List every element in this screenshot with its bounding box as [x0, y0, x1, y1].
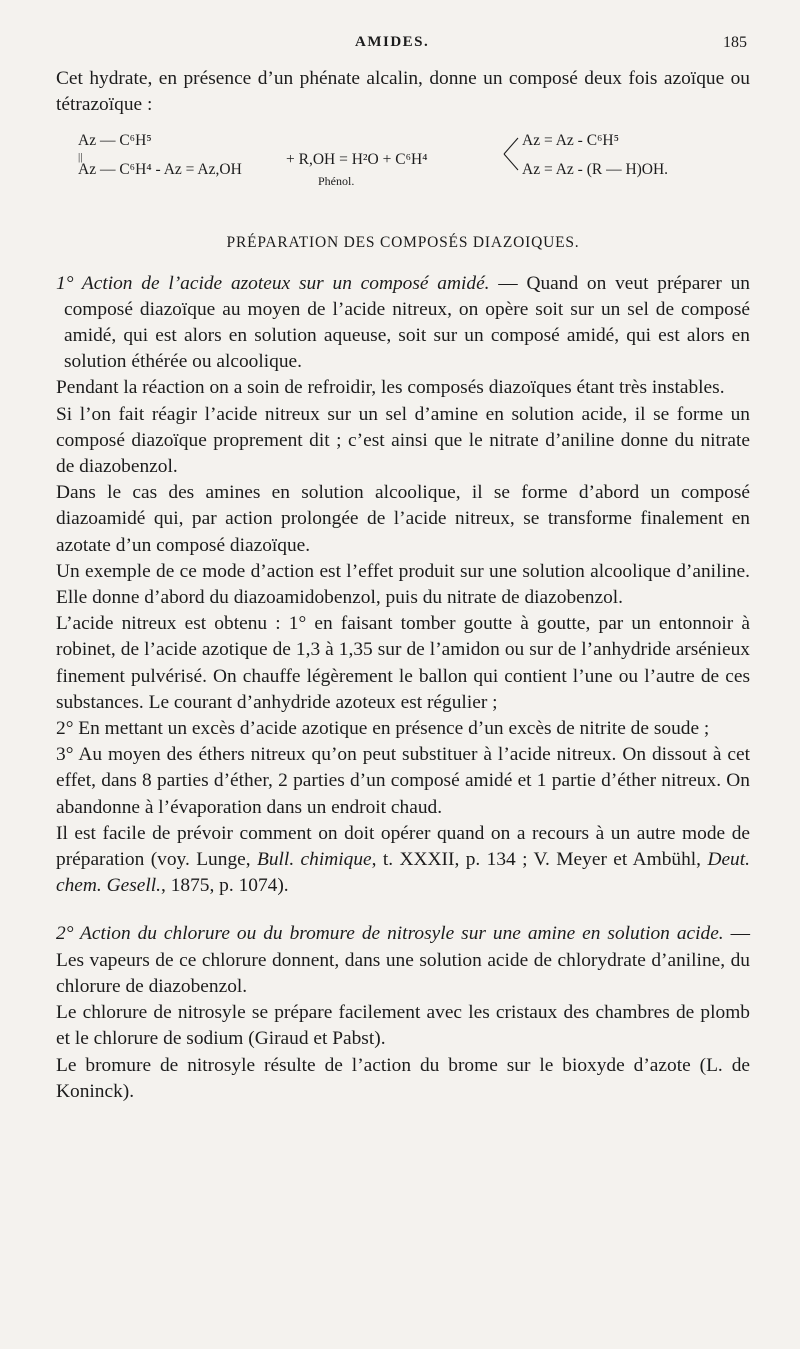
paragraph-3: Si l’on fait réagir l’acide nitreux sur un sel d’amine en solution acide, il se forme un composé diazoïque proprement dit ; c’est ainsi que le nitrate d’aniline donne du nitrate de diazobenzol.	[56, 403, 750, 478]
formula-phenol-label: Phénol.	[318, 174, 355, 189]
page-body	[56, 66, 750, 1105]
header-title: AMIDES.	[355, 34, 430, 50]
formula-reagent: + R,OH = H²O + C⁶H⁴	[286, 151, 428, 169]
paragraph-11: Le chlorure de nitrosyle se prépare facilement avec les cristaux des chambres de plomb et le chlorure de sodium (Giraud et Pabst).	[56, 1002, 750, 1050]
formula-right-bottom: Az = Az - (R — H)OH.	[522, 161, 669, 179]
paragraph-1-heading: 1° Action de l’acide azoteux sur un composé amidé.	[56, 272, 490, 294]
citation-bull-chimique: Bull. chimique	[257, 849, 372, 871]
running-header	[0, 34, 800, 58]
formula-branch-icon	[502, 132, 522, 176]
formula-left-bottom: Az — C⁶H⁴ - Az = Az,OH	[78, 161, 242, 179]
paragraph-10-heading: 2° Action du chlorure ou du bromure de nitrosyle sur une amine en solution acide.	[56, 923, 724, 945]
paragraph-1-text: — Quand on veut préparer un composé diazoïque au moyen de l’acide nitreux, on opère soit sur un sel de composé amidé, qui est alors en solution aqueuse, soit sur un composé amidé, qui est alors en solution éthérée ou alcoolique.	[64, 272, 750, 373]
paragraph-4: Dans le cas des amines en solution alcoolique, il se forme d’abord un composé diazoamidé qui, par action prolongée de l’acide nitreux, se transforme finalement en azotate d’un composé diazoïque.	[56, 482, 750, 556]
formula-double-bond: ||	[78, 151, 83, 164]
paragraph-12: Le bromure de nitrosyle résulte de l’action du brome sur le bioxyde d’azote (L. de Koninck).	[56, 1054, 750, 1102]
paragraph-1	[56, 271, 750, 376]
paragraph-9-text-c: , 1875, p. 1074).	[161, 875, 289, 897]
paragraph-9-text-a: Il est facile de prévoir comment on doit opérer quand on a recours à un autre mode de préparation (voy. Lunge,	[56, 822, 750, 871]
paragraph-9	[56, 821, 750, 900]
paragraph-10-text: — Les vapeurs de ce chlorure donnent, dans une solution acide de chlorydrate d’aniline, du chlorure de diazobenzol.	[56, 923, 750, 997]
paragraph-7: 2° En mettant un excès d’acide azotique en présence d’un excès de nitrite de soude ;	[56, 718, 710, 740]
section-heading: PRÉPARATION DES COMPOSÉS DIAZOIQUES.	[226, 234, 580, 252]
chemical-equation	[56, 126, 750, 230]
citation-deut-chem-gesell: Deut. chem. Gesell.	[56, 849, 750, 897]
paragraph-10	[56, 921, 750, 1000]
paragraph-9-text-b: , t. XXXII, p. 134 ; V. Meyer et Ambühl,	[371, 849, 708, 871]
formula-left-top: Az — C⁶H⁵	[78, 132, 152, 150]
paragraph-2: Pendant la réaction on a soin de refroidir, les composés diazoïques étant très instables.	[56, 377, 725, 399]
formula-right-top: Az = Az - C⁶H⁵	[522, 132, 620, 150]
paragraph-6: L’acide nitreux est obtenu : 1° en faisant tomber goutte à goutte, par un entonnoir à robinet, de l’acide azotique de 1,3 à 1,35 sur de l’amidon ou sur de l’anhydride arsénieux finement pulvérisé. On chauffe légèrement le ballon qui contient l’une ou l’autre de ces substances. Le courant d’anhydride azoteux est régulier ;	[56, 613, 750, 713]
intro-paragraph: Cet hydrate, en présence d’un phénate alcalin, donne un composé deux fois azoïque ou tétrazoïque :	[56, 68, 750, 116]
paragraph-5: Un exemple de ce mode d’action est l’effet produit sur une solution alcoolique d’aniline. Elle donne d’abord du diazoamidobenzol, puis du nitrate de diazobenzol.	[56, 560, 750, 609]
page-number: 185	[723, 34, 747, 51]
paragraph-8: 3° Au moyen des éthers nitreux qu’on peut substituer à l’acide nitreux. On dissout à cet effet, dans 8 parties d’éther, 2 parties d’un composé amidé et 1 partie d’éther nitreux. On abandonne à l’évaporation dans un endroit chaud.	[56, 744, 750, 818]
